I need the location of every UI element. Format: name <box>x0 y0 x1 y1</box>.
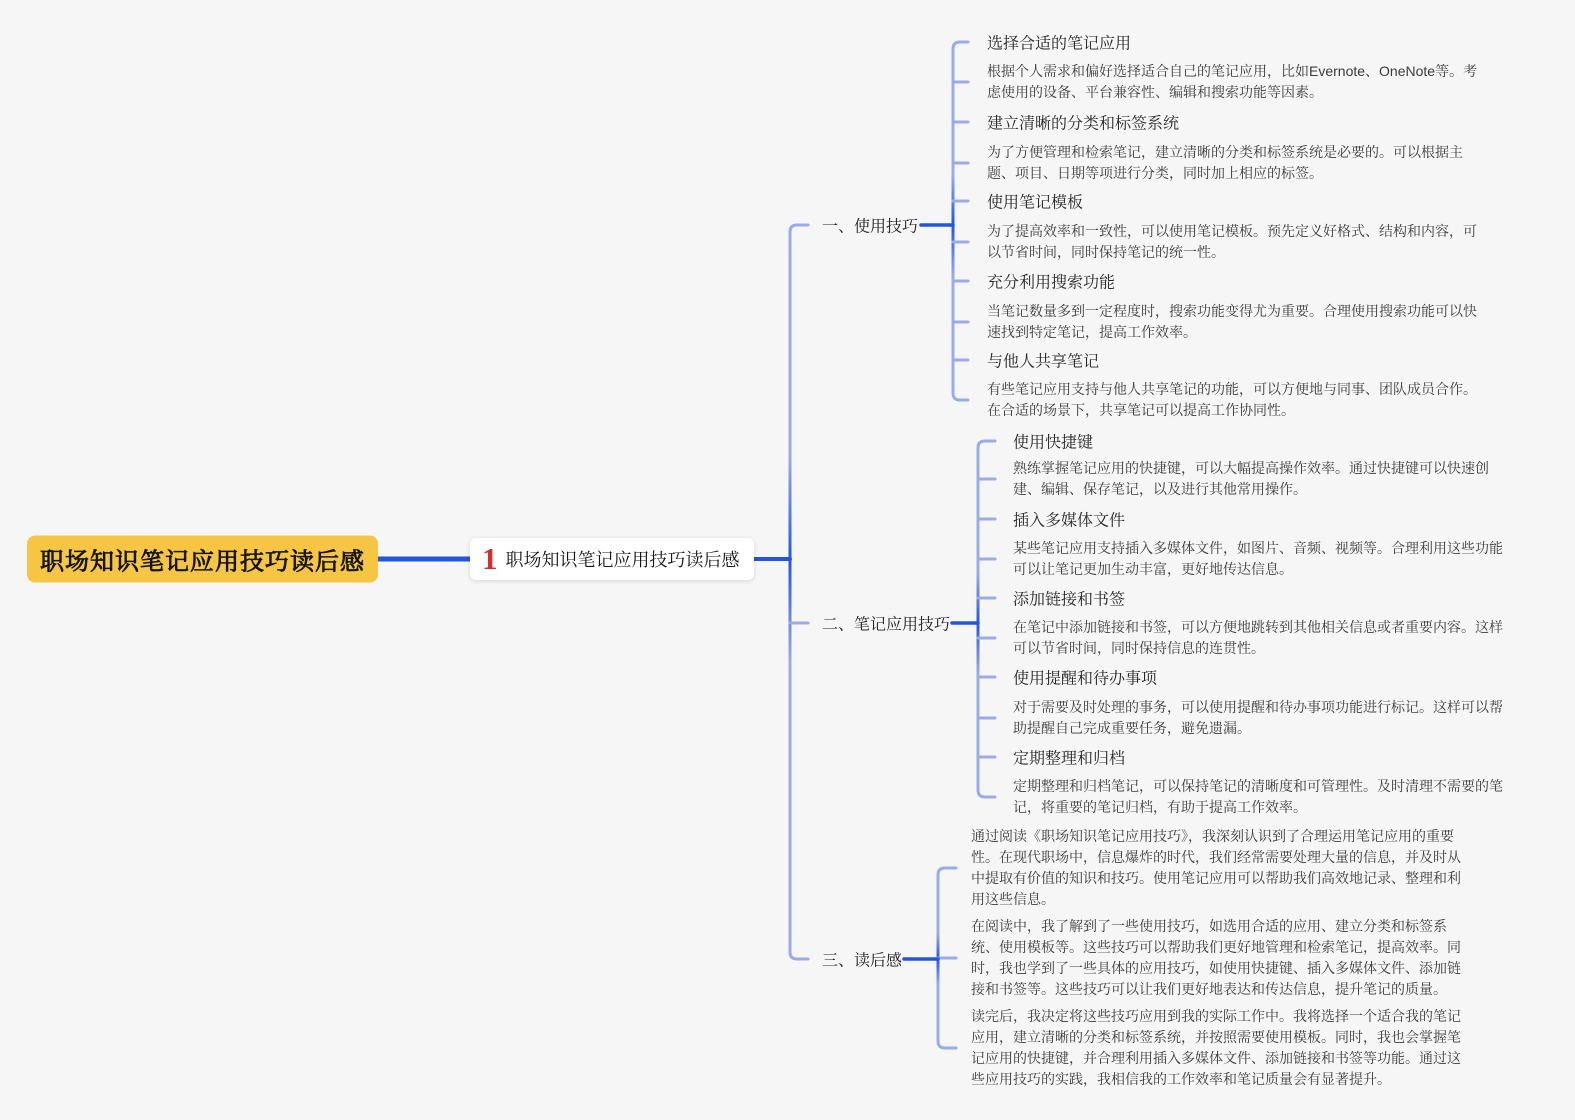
subtopic-heading-app-tips[interactable]: 插入多媒体文件 <box>1013 512 1126 530</box>
root-topic-node[interactable]: 职场知识笔记应用技巧读后感 <box>27 536 378 583</box>
subtopic-note-reflections[interactable]: 在阅读中，我了解到了一些使用技巧，如选用合适的应用、建立分类和标签系统、使用模板等。这些技巧可以帮助我们更好地管理和检索笔记，提高效率。同时，我也学到了一些具体的应用技巧，如使用快捷键、插入多媒体文件、添加链接和书签等。这些技巧可以让我们更好地表达和传达信息，提升笔记的质量。 <box>971 918 1461 997</box>
subtopic-note-app-tips[interactable]: 熟练掌握笔记应用的快捷键，可以大幅提高操作效率。通过快捷键可以快速创建、编辑、保存笔记，以及进行其他常用操作。 <box>1013 460 1489 497</box>
branch-node-app-tips[interactable]: 二、笔记应用技巧 <box>822 616 951 634</box>
subtopic-heading-app-tips[interactable]: 定期整理和归档 <box>1013 750 1126 768</box>
subtopic-note-app-tips[interactable]: 对于需要及时处理的事务，可以使用提醒和待办事项功能进行标记。这样可以帮助提醒自己完成重要任务，避免遗漏。 <box>1013 699 1503 736</box>
subtopic-note-reflections[interactable]: 读完后，我决定将这些技巧应用到我的实际工作中。我将选择一个适合我的笔记应用，建立清晰的分类和标签系统，并按照需要使用模板。同时，我也会掌握笔记应用的快捷键，并合理利用插入多媒体文件、添加链接和书签等功能。通过这些应用技巧的实践，我相信我的工作效率和笔记质量会有显著提升。 <box>971 1008 1461 1087</box>
subtopic-note-usage-tips[interactable]: 当笔记数量多到一定程度时，搜索功能变得尤为重要。合理使用搜索功能可以快速找到特定笔记，提高工作效率。 <box>987 303 1477 340</box>
subtopic-heading-usage-tips[interactable]: 充分利用搜索功能 <box>987 274 1116 292</box>
subtopic-note-app-tips[interactable]: 在笔记中添加链接和书签，可以方便地跳转到其他相关信息或者重要内容。这样可以节省时间，同时保持信息的连贯性。 <box>1013 619 1503 656</box>
subtopic-note-usage-tips[interactable]: 为了提高效率和一致性，可以使用笔记模板。预先定义好格式、结构和内容，可以节省时间，同时保持笔记的统一性。 <box>987 223 1477 260</box>
central-topic-node[interactable] <box>470 538 754 580</box>
subtopic-note-app-tips[interactable]: 某些笔记应用支持插入多媒体文件，如图片、音频、视频等。合理利用这些功能可以让笔记更加生动丰富，更好地传达信息。 <box>1013 540 1503 577</box>
subtopic-note-usage-tips[interactable]: 根据个人需求和偏好选择适合自己的笔记应用，比如Evernote、OneNote等。考虑使用的设备、平台兼容性、编辑和搜索功能等因素。 <box>987 63 1478 100</box>
branch-node-reflections[interactable]: 三、读后感 <box>822 952 903 970</box>
subtopic-note-reflections[interactable]: 通过阅读《职场知识笔记应用技巧》，我深刻认识到了合理运用笔记应用的重要性。在现代职场中，信息爆炸的时代，我们经常需要处理大量的信息，并及时从中提取有价值的知识和技巧。使用笔记应用可以帮助我们高效地记录、整理和利用这些信息。 <box>971 828 1461 907</box>
subtopic-heading-usage-tips[interactable]: 使用笔记模板 <box>987 194 1084 212</box>
topic-number-badge: 1 <box>482 541 498 576</box>
subtopic-note-app-tips[interactable]: 定期整理和归档笔记，可以保持笔记的清晰度和可管理性。及时清理不需要的笔记，将重要的笔记归档，有助于提高工作效率。 <box>1013 778 1503 815</box>
branch-node-usage-tips[interactable]: 一、使用技巧 <box>822 218 919 236</box>
central-topic-title: 职场知识笔记应用技巧读后感 <box>505 550 740 570</box>
subtopic-heading-usage-tips[interactable]: 建立清晰的分类和标签系统 <box>987 115 1180 133</box>
subtopic-heading-usage-tips[interactable]: 选择合适的笔记应用 <box>987 35 1132 53</box>
subtopic-note-usage-tips[interactable]: 有些笔记应用支持与他人共享笔记的功能，可以方便地与同事、团队成员合作。在合适的场景下，共享笔记可以提高工作协同性。 <box>987 381 1477 418</box>
subtopic-heading-app-tips[interactable]: 使用快捷键 <box>1013 434 1094 452</box>
subtopic-heading-app-tips[interactable]: 使用提醒和待办事项 <box>1013 670 1158 688</box>
subtopic-heading-usage-tips[interactable]: 与他人共享笔记 <box>987 353 1100 371</box>
subtopic-heading-app-tips[interactable]: 添加链接和书签 <box>1013 591 1126 609</box>
subtopic-note-usage-tips[interactable]: 为了方便管理和检索笔记，建立清晰的分类和标签系统是必要的。可以根据主题、项目、日期等项进行分类，同时加上相应的标签。 <box>987 144 1463 181</box>
